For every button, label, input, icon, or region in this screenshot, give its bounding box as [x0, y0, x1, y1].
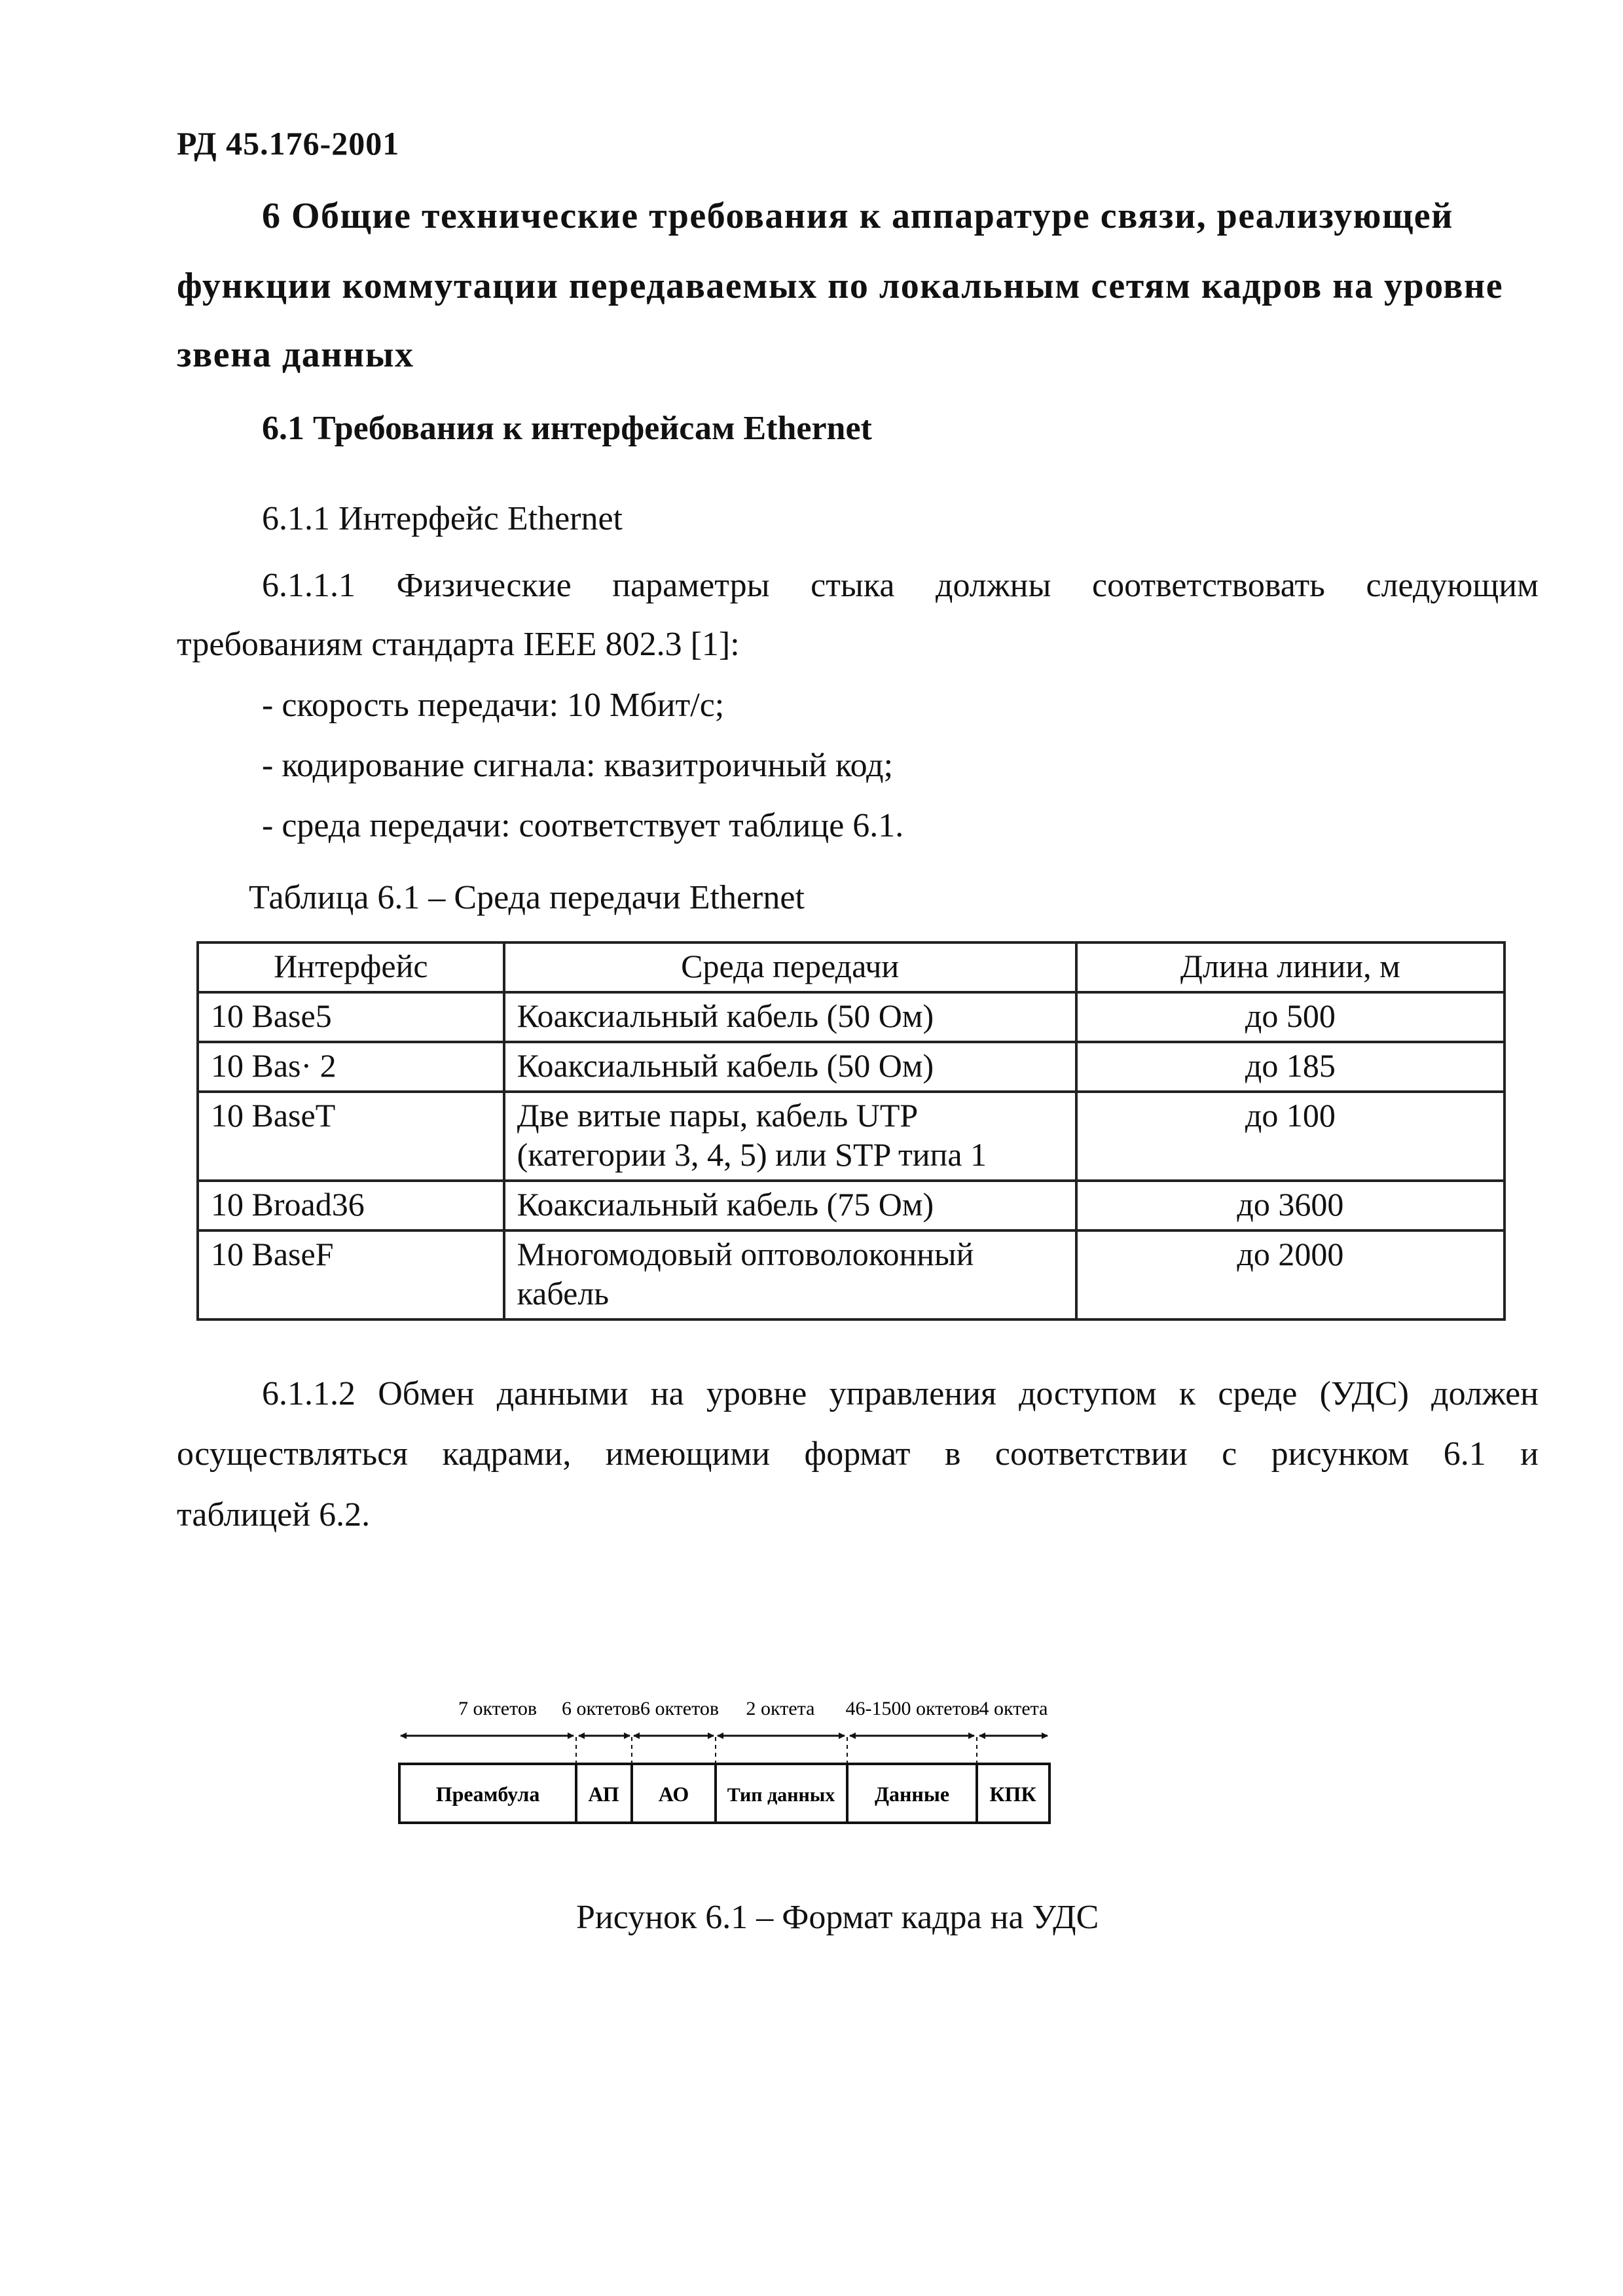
cell-interface: 10 BaseF [198, 1230, 504, 1319]
cell-length: до 185 [1076, 1042, 1504, 1092]
cell-length: до 3600 [1076, 1181, 1504, 1230]
cell-medium-line-2: кабель [517, 1275, 610, 1312]
cell-interface: 10 Bas· 2 [198, 1042, 504, 1092]
size-label-src: 6 октетов [640, 1698, 719, 1719]
table-row [198, 1181, 1504, 1230]
figure-caption: Рисунок 6.1 – Формат кадра на УДС [576, 1899, 1099, 1936]
cell-length: до 2000 [1076, 1230, 1504, 1319]
header-interface: Интерфейс [198, 942, 504, 992]
table-row [198, 992, 1504, 1042]
cell-medium-line-2: (категории 3, 4, 5) или STP типа 1 [517, 1136, 987, 1173]
size-label-preamble: 7 октетов [458, 1698, 537, 1719]
cell-medium: Коаксиальный кабель (50 Ом) [504, 1042, 1076, 1092]
size-label-data: 46-1500 октетов [845, 1698, 980, 1719]
size-label-fcs: 4 октета [979, 1698, 1048, 1719]
table-row [198, 1042, 1504, 1092]
cell-interface: 10 Base5 [198, 992, 504, 1042]
clause-6-1-1-2-line-2: осуществляться кадрами, имеющими формат в соответствии с рисунком 6.1 и [177, 1435, 1539, 1473]
table-row [198, 1092, 1504, 1181]
header-medium: Среда передачи [504, 942, 1076, 992]
boundary-guides [576, 1737, 977, 1764]
cell-medium-line-1: Многомодовый оптоволоконный [517, 1236, 974, 1272]
cell-medium-line-1: Две витые пары, кабель UTP [517, 1097, 919, 1134]
bullet-medium: - среда передачи: соответствует таблице 6.1. [262, 807, 904, 844]
field-fcs: КПК [989, 1782, 1036, 1806]
table-caption: Таблица 6.1 – Среда передачи Ethernet [249, 879, 805, 916]
field-data: Данные [874, 1782, 950, 1806]
field-dest-address: АП [588, 1782, 619, 1806]
clause-6-1-1-2-line-3: таблицей 6.2. [177, 1496, 371, 1534]
bullet-coding: - кодирование сигнала: квазитроичный код; [262, 747, 894, 784]
clause-6-1-1-1-line-1: 6.1.1.1 Физические параметры стыка должны соответствовать следующим [262, 567, 1539, 604]
table-row [198, 1230, 1504, 1319]
clause-6-1-1-2-line-1: 6.1.1.2 Обмен данными на уровне управления доступом к среде (УДС) должен [262, 1375, 1539, 1412]
frame-format-diagram [393, 1695, 1309, 1852]
section-heading-line-2: функции коммутации передаваемых по локальным сетям кадров на уровне [177, 266, 1504, 306]
section-heading-line-1: 6 Общие технические требования к аппаратуре связи, реализующей [262, 196, 1453, 236]
bullet-speed: - скорость передачи: 10 Мбит/с; [262, 687, 725, 724]
size-label-dest: 6 октетов [562, 1698, 640, 1719]
table-header-row [198, 942, 1504, 992]
field-src-address: АО [658, 1782, 689, 1806]
document-code: РД 45.176-2001 [177, 125, 400, 162]
section-heading-line-3: звена данных [177, 334, 414, 375]
field-preamble: Преамбула [435, 1782, 540, 1806]
field-data-type: Тип данных [727, 1784, 835, 1806]
cell-interface: 10 BaseT [198, 1092, 504, 1181]
clause-6-1-1-1-line-2: требованиям стандарта IEEE 802.3 [1]: [177, 626, 740, 663]
subsection-heading: 6.1 Требования к интерфейсам Ethernet [262, 410, 872, 447]
ethernet-media-table [196, 941, 1506, 1321]
cell-medium: Коаксиальный кабель (50 Ом) [504, 992, 1076, 1042]
cell-interface: 10 Broad36 [198, 1181, 504, 1230]
cell-medium [504, 1230, 1076, 1319]
header-length: Длина линии, м [1076, 942, 1504, 992]
cell-medium [504, 1092, 1076, 1181]
size-label-type: 2 октета [746, 1698, 815, 1719]
clause-6-1-1: 6.1.1 Интерфейс Ethernet [262, 500, 623, 537]
cell-medium: Коаксиальный кабель (75 Ом) [504, 1181, 1076, 1230]
cell-length: до 500 [1076, 992, 1504, 1042]
cell-length: до 100 [1076, 1092, 1504, 1181]
